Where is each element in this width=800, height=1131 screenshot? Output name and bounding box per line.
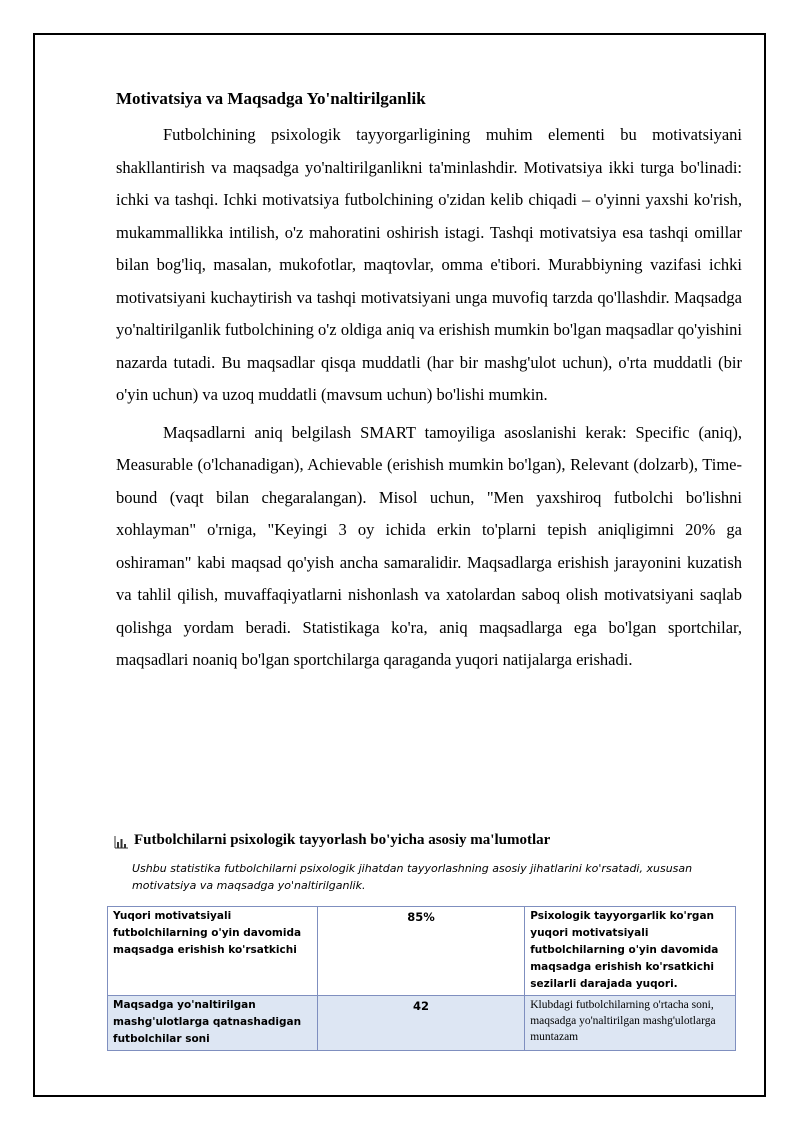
stats-title-row — [114, 830, 744, 850]
stats-description: Ushbu statistika futbolchilarni psixologik jihatdan tayyorlashning asosiy jihatlarini ko'rsatadi, xususan motivatsiya va maqsadga yo'naltirilganlik. — [132, 862, 693, 892]
table-cell-label: Yuqori motivatsiyali futbolchilarning o'yin davomida maqsadga erishish ko'rsatkichi — [108, 907, 318, 996]
stats-block — [114, 830, 744, 900]
document-body — [116, 86, 742, 682]
table-cell-note: Klubdagi futbolchilarning o'rtacha soni, maqsadga yo'naltirilgan mashg'ulotlarga muntazam — [525, 996, 736, 1051]
table-cell-value: 42 — [317, 996, 525, 1051]
table-cell-value: 85% — [317, 907, 525, 996]
table-cell-note: Psixologik tayyorgarlik ko'rgan yuqori motivatsiyali futbolchilarning o'yin davomida maqsadga erishish ko'rsatkichi sezilarli darajada yuqori. — [525, 907, 736, 996]
bar-chart-icon — [114, 835, 128, 848]
section-heading: Motivatsiya va Maqsadga Yo'naltirilganlik — [116, 89, 426, 108]
paragraph-smart-goals: Maqsadlarni aniq belgilash SMART tamoyiliga asoslanishi kerak: Specific (aniq), Measurable (o'lchanadigan), Achievable (erishish mumkin bo'lgan), Relevant (dolzarb), Time-bound (vaqt bilan chegaralangan). Misol uchun, "Men yaxshiroq futbolchi bo'lishni xohlayman" o'rniga, "Keyingi 3 oy ichida erkin to'plarni tepish aniqligimni 20% ga oshiraman" kabi maqsad qo'yish ancha samaralidir. Maqsadlarga erishish jarayonini kuzatish va tahlil qilish, muvaffaqiyatlarni nishonlash va xatolardan saboq olish motivatsiyani saqlab qolishga yordam beradi. Statistikaga ko'ra, aniq maqsadlarga ega bo'lgan sportchilar, maqsadlari noaniq bo'lgan sportchilarga qaraganda yuqori natijalarga erishadi. — [116, 422, 742, 669]
stats-table — [107, 906, 736, 1051]
table-row — [108, 907, 736, 996]
stats-title: Futbolchilarni psixologik tayyorlash bo'yicha asosiy ma'lumotlar — [134, 832, 551, 848]
table-cell-label: Maqsadga yo'naltirilgan mashg'ulotlarga qatnashadigan futbolchilar soni — [108, 996, 318, 1051]
table-row — [108, 996, 736, 1051]
paragraph-motivation: Futbolchining psixologik tayyorgarligining muhim elementi bu motivatsiyani shakllantirish va maqsadga yo'naltirilganlikni ta'minlashdir. Motivatsiya ikki turga bo'linadi: ichki va tashqi. Ichki motivatsiya futbolchining o'zidan kelib chiqadi – o'yinni yaxshi ko'rish, mukammallikka intilish, o'z mahoratini oshirish istagi. Tashqi motivatsiya esa tashqi omillar bilan bog'liq, masalan, mukofotlar, maqtovlar, omma e'tibori. Murabbiyning vazifasi ichki motivatsiyani kuchaytirish va tashqi motivatsiyani unga muvofiq tarzda qo'llashdir. Maqsadga yo'naltirilganlik futbolchining o'z oldiga aniq va erishish mumkin bo'lgan maqsadlar qo'yishini nazarda tutadi. Bu maqsadlar qisqa muddatli (har bir mashg'ulot uchun), o'rta muddatli (bir o'yin uchun) va uzoq muddatli (mavsum uchun) bo'lishi mumkin. — [116, 125, 742, 404]
